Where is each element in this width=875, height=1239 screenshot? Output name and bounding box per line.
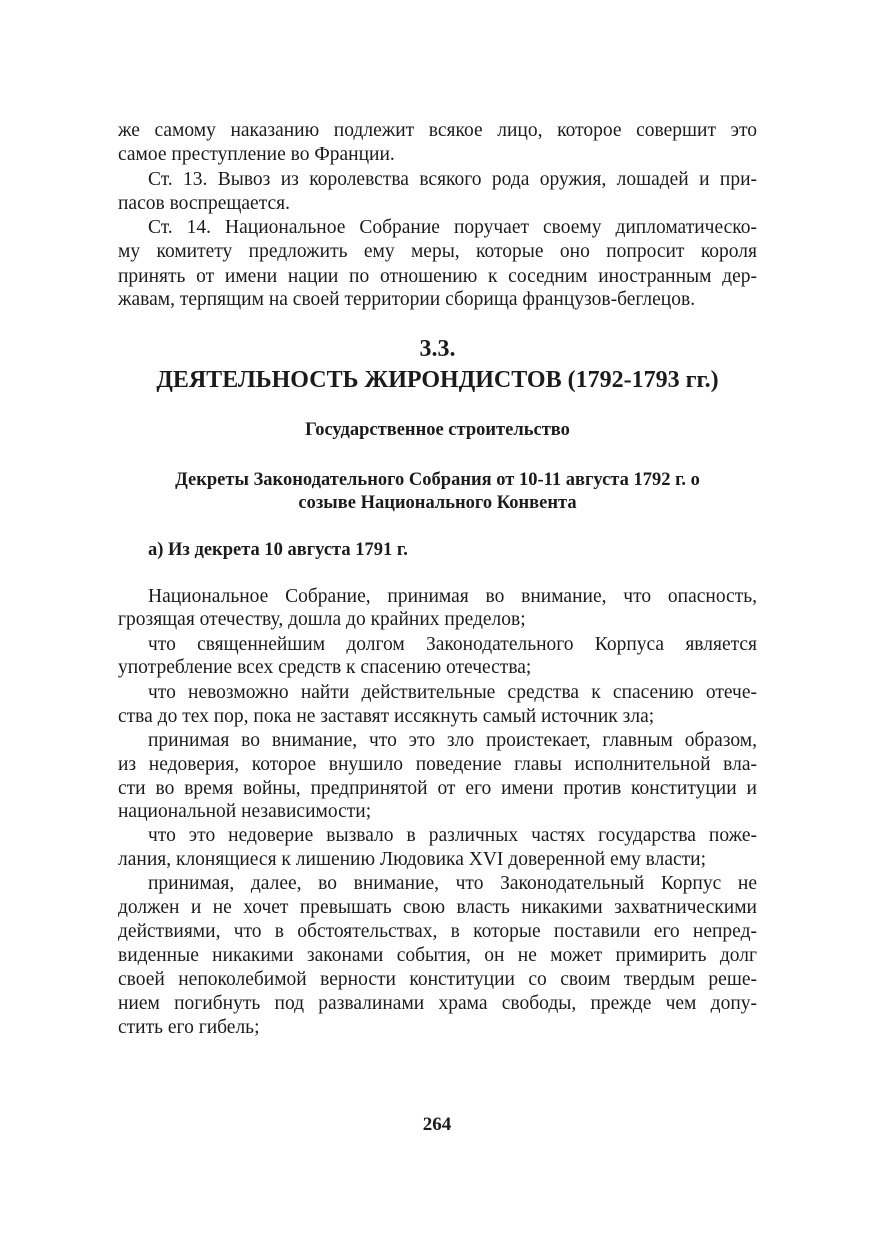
section-number: 3.3.: [419, 336, 456, 362]
text-line: Ст. 13. Вывоз из королевства всякого рода оружия, лошадей и при-: [148, 169, 757, 190]
text-line: лания, клонящиеся к лишению Людовика XVI доверенной ему власти;: [118, 849, 707, 870]
text-line: употребление всех средств к спасению отечества;: [118, 657, 532, 678]
text-line: жавам, терпящим на своей территории сборища французов-беглецов.: [118, 289, 696, 310]
page-number: 264: [422, 1114, 452, 1135]
text-line: самое преступление во Франции.: [118, 144, 395, 165]
text-line: ства до тех пор, пока не заставят иссякнуть самый источник зла;: [118, 706, 655, 727]
text-line: действиями, что в обстоятельствах, в которые поставили его непред-: [118, 921, 757, 942]
text-line: принять от имени нации по отношению к соседним иностранным дер-: [118, 266, 757, 287]
text-line: му комитету предложить ему меры, которые оно попросит короля: [118, 241, 757, 262]
text-line: своей непоколебимой верности конституции со своим твердым реше-: [118, 969, 757, 990]
text-line: пасов воспрещается.: [118, 193, 290, 214]
text-line: же самому наказанию подлежит всякое лицо, которое совершит это: [118, 120, 757, 141]
text-line: что священнейшим долгом Законодательного Корпуса является: [148, 634, 757, 655]
text-line: Национальное Собрание, принимая во внимание, что опасность,: [148, 586, 757, 607]
text-line: что невозможно найти действительные средства к спасению отече-: [148, 682, 757, 703]
text-line: принимая, далее, во внимание, что Законодательный Корпус не: [148, 873, 757, 894]
text-line: что это недоверие вызвало в различных частях государства поже-: [148, 825, 757, 846]
text-line: должен и не хочет превышать свою власть никакими захватническими: [118, 897, 757, 918]
subsection-title: Государственное строительство: [305, 420, 570, 440]
text-line: из недоверия, которое внушило поведение главы исполнительной вла-: [118, 754, 757, 775]
text-line: стить его гибель;: [118, 1017, 260, 1038]
document-title-line: Декреты Законодательного Собрания от 10-11 августа 1792 г. о: [175, 470, 700, 490]
text-line: грозящая отечеству, дошла до крайних пределов;: [118, 609, 526, 630]
text-line: национальной независимости;: [118, 801, 372, 822]
document-subtitle: а) Из декрета 10 августа 1791 г.: [148, 540, 408, 560]
text-line: Ст. 14. Национальное Собрание поручает своему дипломатическо-: [148, 217, 757, 238]
text-line: виденные никакими законами события, он не может примирить долг: [118, 945, 757, 966]
text-line: нием погибнуть под развалинами храма свободы, прежде чем допу-: [118, 993, 757, 1014]
text-line: сти во время войны, предпринятой от его имени против конституции и: [118, 778, 757, 799]
document-title-line: созыве Национального Конвента: [298, 493, 577, 513]
section-title: ДЕЯТЕЛЬНОСТЬ ЖИРОНДИСТОВ (1792-1793 гг.): [156, 367, 719, 393]
text-line: принимая во внимание, что это зло проистекает, главным образом,: [148, 730, 757, 751]
